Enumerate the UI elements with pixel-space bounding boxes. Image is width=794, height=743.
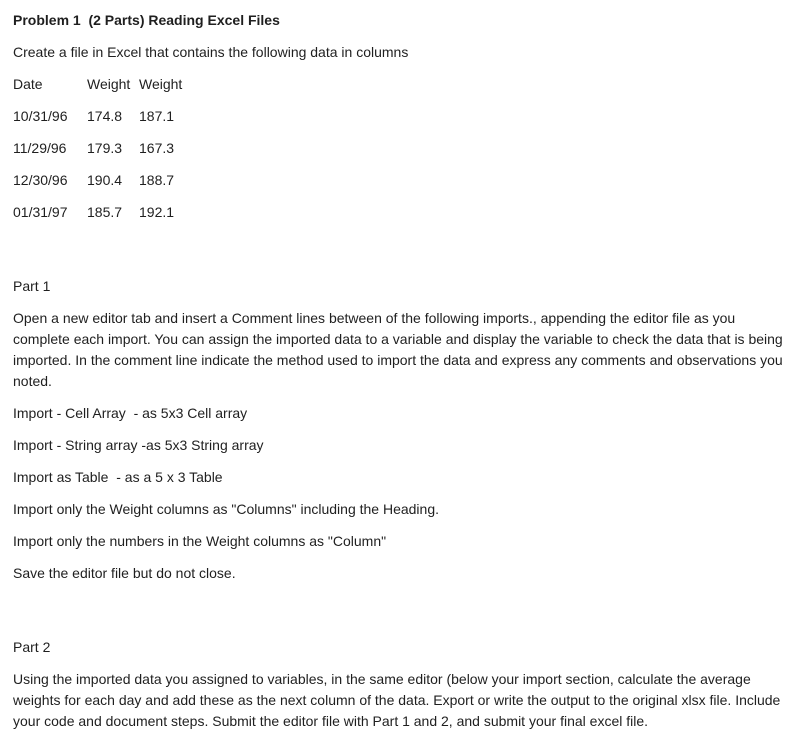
document-body <box>13 10 783 743</box>
part1-item: Import only the Weight columns as "Columns" including the Heading. <box>13 501 440 517</box>
table-row <box>13 170 199 202</box>
table-cell-date: 11/29/96 <box>13 140 67 156</box>
problem-title: Problem 1 (2 Parts) Reading Excel Files <box>13 12 280 28</box>
table-cell-weight-2: 192.1 <box>139 204 175 220</box>
table-cell-weight-1: 179.3 <box>87 140 123 156</box>
table-row <box>13 106 199 138</box>
table-cell-date: 12/30/96 <box>13 172 68 188</box>
table-row <box>13 202 199 234</box>
part1-item: Save the editor file but do not close. <box>13 565 236 581</box>
part1-item: Import only the numbers in the Weight columns as "Column" <box>13 533 387 549</box>
intro-text: Create a file in Excel that contains the following data in columns <box>13 44 409 60</box>
spacer <box>13 595 783 637</box>
part1-heading: Part 1 <box>13 278 51 294</box>
table-cell-weight-1: 174.8 <box>87 108 123 124</box>
part1-item: Import as Table - as a 5 x 3 Table <box>13 469 223 485</box>
table-row <box>13 138 199 170</box>
table-cell-weight-1: 185.7 <box>87 204 123 220</box>
header-weight-1: Weight <box>87 76 131 92</box>
table-cell-date: 01/31/97 <box>13 204 68 220</box>
table-cell-weight-2: 187.1 <box>139 108 175 124</box>
part1-item: Import - String array -as 5x3 String array <box>13 437 264 453</box>
part2-heading: Part 2 <box>13 639 51 655</box>
table-cell-weight-2: 188.7 <box>139 172 175 188</box>
part2-paragraph: Using the imported data you assigned to variables, in the same editor (below your import section, calculate the average weights for each day and add these as the next column of the data. Export or write the output to the original xlsx file. Include your code and document steps. Submit the editor file with Part 1 and 2, and submit your final excel file. <box>13 671 781 729</box>
part1-paragraph: Open a new editor tab and insert a Comment lines between of the following imports., appending the editor file as you complete each import. You can assign the imported data to a variable and display the variable to check the data that is being imported. In the comment line indicate the method used to import the data and express any comments and observations you noted. <box>13 310 783 389</box>
part1-item: Import - Cell Array - as 5x3 Cell array <box>13 405 248 421</box>
table-cell-weight-2: 167.3 <box>139 140 175 156</box>
table-cell-weight-1: 190.4 <box>87 172 123 188</box>
header-date: Date <box>13 76 43 92</box>
spacer <box>13 234 783 276</box>
table-header-row <box>13 74 199 106</box>
table-cell-date: 10/31/96 <box>13 108 68 124</box>
data-table <box>13 74 199 234</box>
header-weight-2: Weight <box>139 76 183 92</box>
